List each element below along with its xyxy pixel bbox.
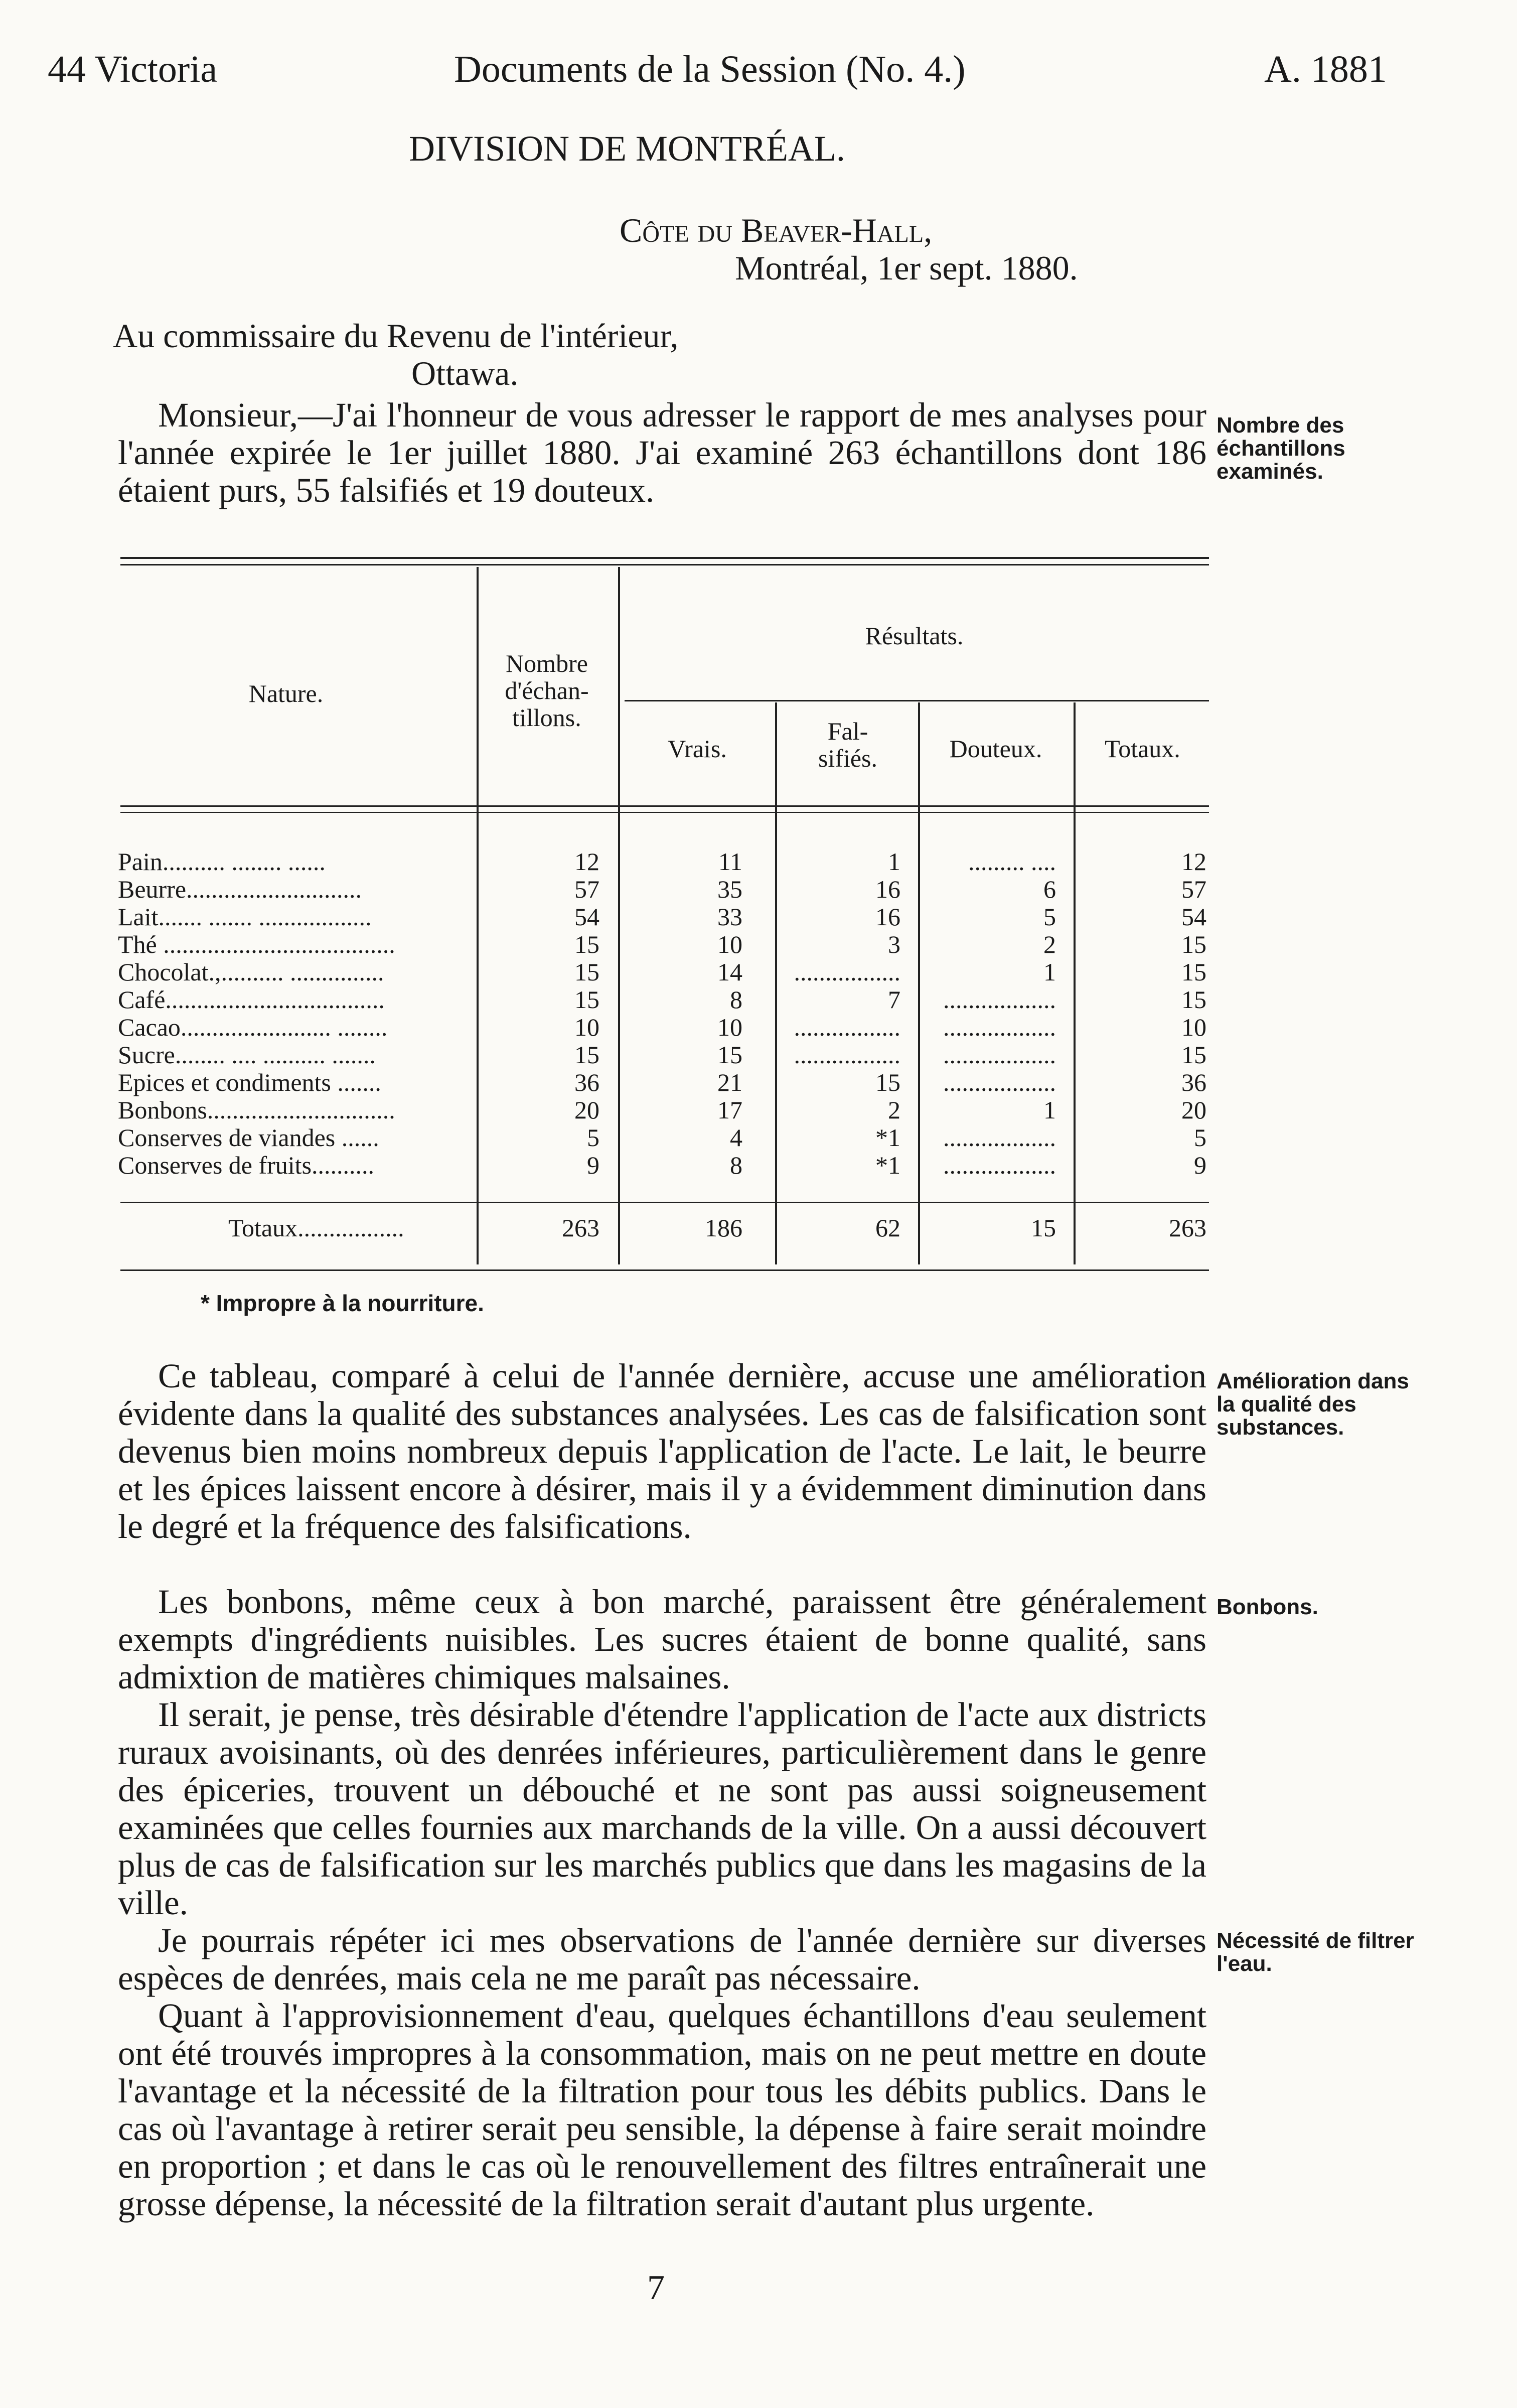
margin-note-amelioration: Amélioration dans la qualité des substances. xyxy=(1217,1369,1409,1440)
th-nature: Nature. xyxy=(248,679,324,707)
table-row xyxy=(118,1096,1209,1124)
row-falsifies: *1 xyxy=(875,1123,900,1152)
table-row xyxy=(118,958,1209,986)
paragraph-1: Ce tableau, comparé à celui de l'année dernière, accuse une amélioration évidente dans la qualité des substances analysées. Les cas de falsification sont devenus bien moins nombreux depuis l'application de l'acte. Le lait, le beurre et les épices laissent encore à désirer, mais il y a évidemment diminution dans le degré et la fréquence des falsifications. xyxy=(118,1357,1206,1545)
row-totaux: 15 xyxy=(1181,1041,1206,1069)
row-falsifies: *1 xyxy=(875,1151,900,1179)
row-totaux: 36 xyxy=(1181,1068,1206,1096)
row-nature: Bonbons.............................. xyxy=(118,1096,395,1124)
row-nature: Pain.......... ........ ...... xyxy=(118,847,326,876)
th-nombre: Nombre d'échan-tillons. xyxy=(505,649,589,732)
row-vrais: 14 xyxy=(717,958,742,986)
row-vrais: 4 xyxy=(730,1123,742,1152)
row-douteux: .................. xyxy=(943,1041,1056,1069)
row-totaux: 54 xyxy=(1181,903,1206,931)
row-douteux: 5 xyxy=(1043,903,1056,931)
row-falsifies: 3 xyxy=(888,930,900,958)
paragraph-5: Quant à l'approvisionnement d'eau, quelques échantillons d'eau seulement ont été trouvés impropres à la consommation, mais on ne peut mettre en doute l'avantage et la nécessité de la filtration pour tous les débits publics. Dans le cas où l'avantage à retirer serait peu sensible, la dépense à faire serait moindre en proportion ; et dans le cas où le renouvellement des filtres entraînerait une grosse dépense, la nécessité de la filtration serait d'autant plus urgente. xyxy=(118,1997,1206,2223)
row-nombre: 10 xyxy=(574,1013,599,1041)
row-douteux: 2 xyxy=(1043,930,1056,958)
totals-vrais: 186 xyxy=(705,1214,742,1242)
row-totaux: 10 xyxy=(1181,1013,1206,1041)
row-nature: Conserves de fruits.......... xyxy=(118,1151,375,1179)
row-vrais: 33 xyxy=(717,903,742,931)
row-douteux: .................. xyxy=(943,1151,1056,1179)
table-row xyxy=(118,876,1209,903)
th-vrais: Vrais. xyxy=(668,735,727,763)
row-nature: Sucre........ .... .......... ....... xyxy=(118,1041,376,1069)
address-line-1: Côte du Beaver-Hall, xyxy=(620,211,933,249)
row-nombre: 15 xyxy=(574,958,599,986)
intro-paragraph: Monsieur,—J'ai l'honneur de vous adresser le rapport de mes analyses pour l'année expirée le 1er juillet 1880. J'ai examiné 263 échantillons dont 186 étaient purs, 55 falsifiés et 19 douteux. xyxy=(118,396,1206,509)
row-douteux: .................. xyxy=(943,1068,1056,1096)
row-falsifies: 1 xyxy=(888,847,900,876)
th-falsifies: Fal-sifiés. xyxy=(818,717,878,772)
margin-note-filtration: Nécessité de filtrer l'eau. xyxy=(1217,1928,1414,1976)
recipient-line-1: Au commissaire du Revenu de l'intérieur, xyxy=(113,317,679,355)
row-vrais: 17 xyxy=(717,1096,742,1124)
row-nombre: 36 xyxy=(574,1068,599,1096)
table-row xyxy=(118,903,1209,931)
row-vrais: 21 xyxy=(717,1068,742,1096)
table-row xyxy=(118,1069,1209,1096)
row-totaux: 15 xyxy=(1181,985,1206,1014)
th-douteux: Douteux. xyxy=(949,735,1042,763)
page-number: 7 xyxy=(647,2269,665,2307)
th-resultats: Résultats. xyxy=(865,622,964,650)
row-totaux: 9 xyxy=(1194,1151,1206,1179)
margin-note-bonbons: Bonbons. xyxy=(1217,1595,1318,1619)
header-left: 44 Victoria xyxy=(48,48,218,90)
table-row xyxy=(118,986,1209,1014)
th-totaux: Totaux. xyxy=(1105,735,1180,763)
totals-row xyxy=(118,1214,1209,1242)
row-nombre: 15 xyxy=(574,985,599,1014)
row-nature: Café................................... xyxy=(118,985,385,1014)
row-totaux: 12 xyxy=(1181,847,1206,876)
margin-note-echantillons: Nombre des échantillons examinés. xyxy=(1217,413,1345,484)
row-totaux: 5 xyxy=(1194,1123,1206,1152)
footnote: * Impropre à la nourriture. xyxy=(201,1290,484,1316)
row-nombre: 20 xyxy=(574,1096,599,1124)
row-vrais: 8 xyxy=(730,985,742,1014)
row-totaux: 20 xyxy=(1181,1096,1206,1124)
row-falsifies: 16 xyxy=(875,875,900,903)
row-nombre: 12 xyxy=(574,847,599,876)
row-nature: Epices et condiments ....... xyxy=(118,1068,381,1096)
row-nombre: 54 xyxy=(574,903,599,931)
table-row xyxy=(118,931,1209,958)
row-nature: Chocolat.,.......... ............... xyxy=(118,958,384,986)
row-falsifies: 7 xyxy=(888,985,900,1014)
row-falsifies: 16 xyxy=(875,903,900,931)
row-nombre: 5 xyxy=(587,1123,599,1152)
row-douteux: .................. xyxy=(943,985,1056,1014)
row-douteux: .................. xyxy=(943,1123,1056,1152)
address-line-2: Montréal, 1er sept. 1880. xyxy=(735,249,1078,287)
row-falsifies: ................. xyxy=(794,958,900,986)
row-nombre: 15 xyxy=(574,930,599,958)
row-douteux: .................. xyxy=(943,1013,1056,1041)
recipient-line-2: Ottawa. xyxy=(411,354,519,392)
row-falsifies: ................. xyxy=(794,1013,900,1041)
totals-dout: 15 xyxy=(1031,1214,1056,1242)
row-falsifies: ................. xyxy=(794,1041,900,1069)
totals-label: Totaux................. xyxy=(228,1214,404,1242)
row-totaux: 57 xyxy=(1181,875,1206,903)
paragraph-4: Je pourrais répéter ici mes observations de l'année dernière sur diverses espèces de denrées, mais cela ne me paraît pas nécessaire. xyxy=(118,1921,1206,1997)
row-nature: Conserves de viandes ...... xyxy=(118,1123,379,1152)
row-nature: Beurre............................ xyxy=(118,875,362,903)
row-vrais: 35 xyxy=(717,875,742,903)
row-vrais: 10 xyxy=(717,1013,742,1041)
table-row xyxy=(118,1041,1209,1069)
row-nature: Lait....... ....... .................. xyxy=(118,903,372,931)
row-douteux: 1 xyxy=(1043,958,1056,986)
row-douteux: 6 xyxy=(1043,875,1056,903)
row-nombre: 9 xyxy=(587,1151,599,1179)
row-nature: Thé ..................................... xyxy=(118,930,395,958)
row-nombre: 15 xyxy=(574,1041,599,1069)
row-falsifies: 15 xyxy=(875,1068,900,1096)
row-falsifies: 2 xyxy=(888,1096,900,1124)
row-vrais: 8 xyxy=(730,1151,742,1179)
row-vrais: 15 xyxy=(717,1041,742,1069)
totals-tot: 263 xyxy=(1169,1214,1206,1242)
row-nombre: 57 xyxy=(574,875,599,903)
row-douteux: ......... .... xyxy=(968,847,1056,876)
table-row xyxy=(118,1014,1209,1041)
table-row xyxy=(118,1124,1209,1152)
totals-fals: 62 xyxy=(875,1214,900,1242)
row-totaux: 15 xyxy=(1181,958,1206,986)
table-row xyxy=(118,848,1209,876)
division-title: DIVISION DE MONTRÉAL. xyxy=(409,128,845,169)
row-douteux: 1 xyxy=(1043,1096,1056,1124)
paragraph-2: Les bonbons, même ceux à bon marché, paraissent être généralement exempts d'ingrédients nuisibles. Les sucres étaient de bonne qualité, sans admixtion de matières chimiques malsaines. xyxy=(118,1583,1206,1696)
table-row xyxy=(118,1152,1209,1179)
row-vrais: 11 xyxy=(718,847,742,876)
totals-nombre: 263 xyxy=(562,1214,599,1242)
row-vrais: 10 xyxy=(717,930,742,958)
paragraph-3: Il serait, je pense, très désirable d'étendre l'application de l'acte aux districts ruraux avoisinants, où des denrées inférieures, particulièrement dans le genre des épiceries, trouvent un débouché et ne sont pas aussi soigneusement examinées que celles fournies aux marchands de la ville. On a aussi découvert plus de cas de falsification sur les marchés publics que dans les magasins de la ville. xyxy=(118,1695,1206,1922)
row-totaux: 15 xyxy=(1181,930,1206,958)
header-center: Documents de la Session (No. 4.) xyxy=(454,48,966,90)
header-right: A. 1881 xyxy=(1264,48,1387,90)
row-nature: Cacao........................ ........ xyxy=(118,1013,388,1041)
